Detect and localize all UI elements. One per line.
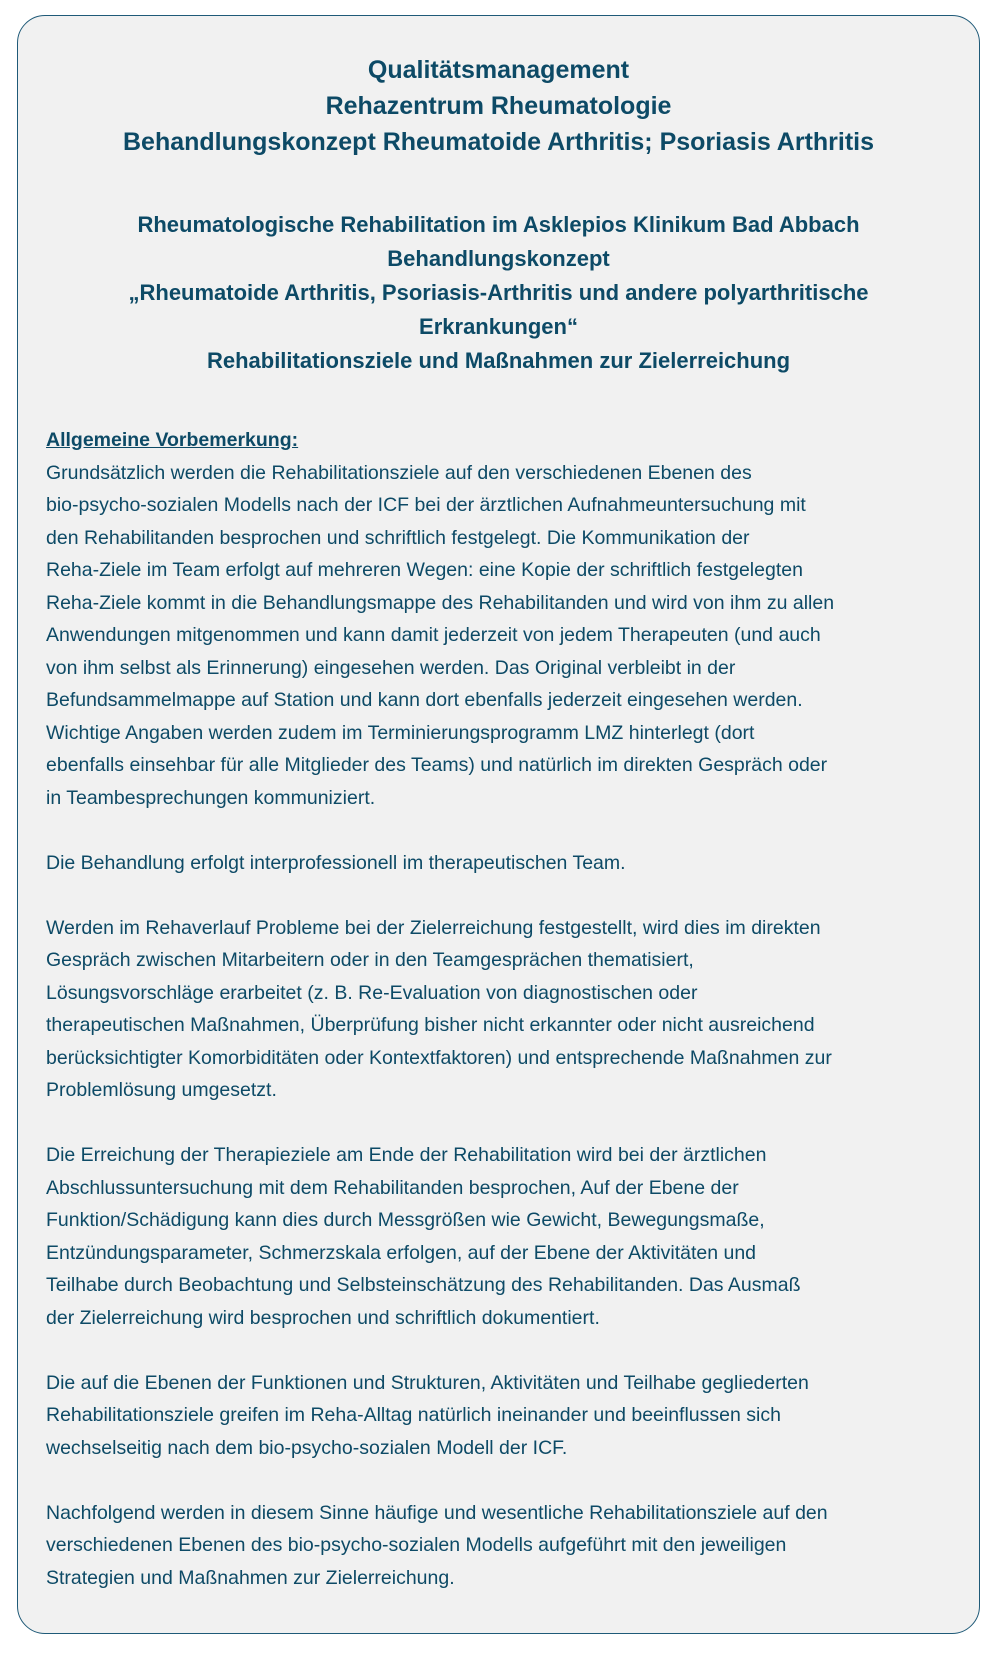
paragraph-intro: Grundsätzlich werden die Rehabilitationsziele auf den verschiedenen Ebenen des bio-psycho-sozialen Modells nach der ICF bei der ärztlichen Aufnahmeuntersuchung mit den Rehabilitanden besprochen und schriftlich festgelegt. Die Kommunikation der Reha-Ziele im Team erfolgt auf mehreren Wegen: eine Kopie der schriftlich festgelegten Reha-Ziele kommt in die Behandlungsmappe des Rehabilitanden und wird von ihm zu allen Anwendungen mitgenommen und kann damit jederzeit von jedem Therapeuten (und auch von ihm selbst als Erinnerung) eingesehen werden. Das Original verbleibt in der Befundsammelmappe auf Station und kann dort ebenfalls jederzeit eingesehen werden. Wichtige Angaben werden zudem im Terminierungsprogramm LMZ hinterlegt (dort ebenfalls einsehbar für alle Mitglieder des Teams) und natürlich im direkten Gespräch oder in Teambesprechungen kommuniziert. bbox=[46, 461, 835, 809]
subtitle-line-1: Rheumatologische Rehabilitation im Asklepios Klinikum Bad Abbach bbox=[137, 212, 860, 237]
title-line-center: Rehazentrum Rheumatologie bbox=[325, 92, 672, 120]
paragraph-following: Nachfolgend werden in diesem Sinne häufige und wesentliche Rehabilitationsziele auf den verschiedenen Ebenen des bio-psycho-sozialen Modells aufgeführt mit den jeweiligen Strategien und Maßnahmen zur Zielerreichung. bbox=[46, 1501, 828, 1589]
title-line-quality: Qualitätsmanagement bbox=[367, 56, 630, 84]
subtitle-line-2: Behandlungskonzept bbox=[387, 246, 610, 271]
paragraph-icf-levels: Die auf die Ebenen der Funktionen und Strukturen, Aktivitäten und Teilhabe gegliederten Rehabilitationsziele greifen im Reha-Alltag natürlich ineinander und beeinflussen sich wechselseitig nach dem bio-psycho-sozialen Modell der ICF. bbox=[46, 1371, 809, 1459]
paragraph-team: Die Behandlung erfolgt interprofessionell im therapeutischen Team. bbox=[46, 851, 626, 874]
paragraph-problems: Werden im Rehaverlauf Probleme bei der Zielerreichung festgestellt, wird dies im direkten Gespräch zwischen Mitarbeitern oder in den Teamgesprächen thematisiert, Lösungsvorschläge erarbeitet (z. B. Re-Evaluation von diagnostischen oder therapeutischen Maßnahmen, Überprüfung bisher nicht erkannter oder nicht ausreichend berücksichtigter Komorbiditäten oder Kontextfaktoren) und entsprechende Maßnahmen zur Problemlösung umgesetzt. bbox=[46, 916, 832, 1101]
section-heading: Allgemeine Vorbemerkung: bbox=[46, 429, 299, 451]
subtitle-line-3: „Rheumatoide Arthritis, Psoriasis-Arthritis und andere polyarthritische bbox=[128, 280, 869, 305]
title-line-concept: Behandlungskonzept Rheumatoide Arthritis; Psoriasis Arthritis bbox=[122, 128, 875, 156]
document-subtitle bbox=[18, 208, 979, 378]
paragraph-goal-achievement: Die Erreichung der Therapieziele am Ende der Rehabilitation wird bei der ärztlichen Abschlussuntersuchung mit dem Rehabilitanden besprochen, Auf der Ebene der Funktion/Schädigung kann dies durch Messgrößen wie Gewicht, Bewegungsmaße, Entzündungsparameter, Schmerzskala erfolgen, auf der Ebene der Aktivitäten und Teilhabe durch Beobachtung und Selbsteinschätzung des Rehabilitanden. Das Ausmaß der Zielerreichung wird besprochen und schriftlich dokumentiert. bbox=[46, 1144, 801, 1329]
document-body bbox=[46, 424, 959, 1627]
subtitle-line-4: Erkrankungen“ bbox=[419, 314, 578, 339]
document-frame bbox=[17, 15, 980, 1634]
document-title bbox=[18, 52, 979, 160]
subtitle-line-5: Rehabilitationsziele und Maßnahmen zur Zielerreichung bbox=[206, 348, 791, 373]
